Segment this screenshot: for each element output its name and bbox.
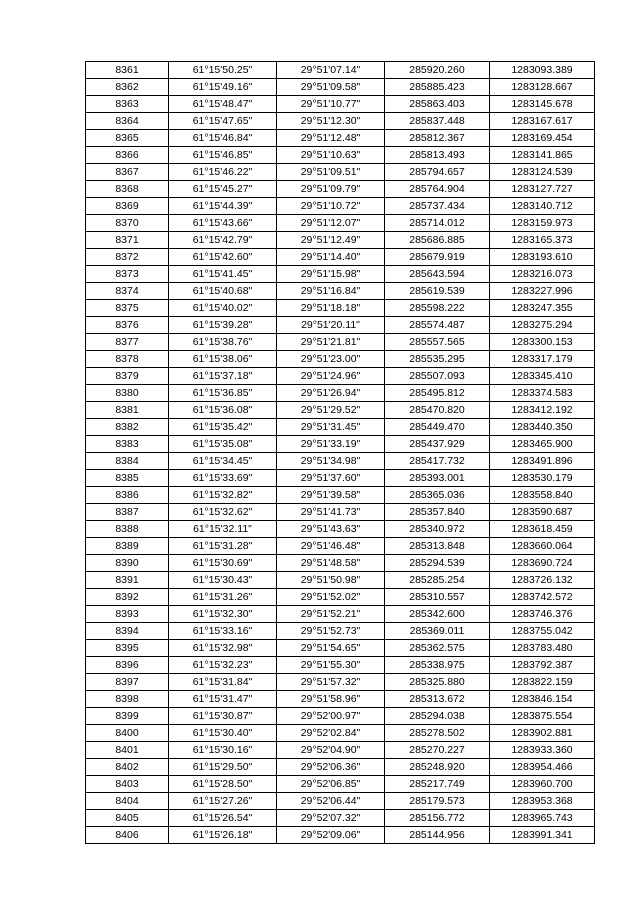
- table-row: [86, 317, 595, 334]
- point-number-cell: 8379: [86, 368, 169, 385]
- table-row: [86, 164, 595, 181]
- latitude-cell: 61°15'31.84": [169, 674, 277, 691]
- point-number-cell: 8378: [86, 351, 169, 368]
- latitude-cell: 61°15'32.82": [169, 487, 277, 504]
- x-coordinate-cell: 285393.001: [385, 470, 490, 487]
- longitude-cell: 29°51'24.96": [277, 368, 385, 385]
- table-row: [86, 453, 595, 470]
- longitude-cell: 29°51'10.63": [277, 147, 385, 164]
- latitude-cell: 61°15'30.43": [169, 572, 277, 589]
- longitude-cell: 29°52'02.84": [277, 725, 385, 742]
- longitude-cell: 29°52'06.36": [277, 759, 385, 776]
- longitude-cell: 29°51'26.94": [277, 385, 385, 402]
- longitude-cell: 29°51'21.81": [277, 334, 385, 351]
- x-coordinate-cell: 285470.820: [385, 402, 490, 419]
- latitude-cell: 61°15'46.84": [169, 130, 277, 147]
- latitude-cell: 61°15'31.26": [169, 589, 277, 606]
- latitude-cell: 61°15'34.45": [169, 453, 277, 470]
- x-coordinate-cell: 285837.448: [385, 113, 490, 130]
- latitude-cell: 61°15'44.39": [169, 198, 277, 215]
- latitude-cell: 61°15'41.45": [169, 266, 277, 283]
- x-coordinate-cell: 285179.573: [385, 793, 490, 810]
- x-coordinate-cell: 285156.772: [385, 810, 490, 827]
- table-row: [86, 742, 595, 759]
- longitude-cell: 29°51'34.98": [277, 453, 385, 470]
- table-row: [86, 538, 595, 555]
- table-row: [86, 181, 595, 198]
- point-number-cell: 8388: [86, 521, 169, 538]
- table-row: [86, 215, 595, 232]
- x-coordinate-cell: 285812.367: [385, 130, 490, 147]
- latitude-cell: 61°15'31.28": [169, 538, 277, 555]
- longitude-cell: 29°51'10.72": [277, 198, 385, 215]
- x-coordinate-cell: 285437.929: [385, 436, 490, 453]
- y-coordinate-cell: 1283465.900: [490, 436, 595, 453]
- latitude-cell: 61°15'39.28": [169, 317, 277, 334]
- point-number-cell: 8383: [86, 436, 169, 453]
- longitude-cell: 29°51'55.30": [277, 657, 385, 674]
- latitude-cell: 61°15'29.50": [169, 759, 277, 776]
- latitude-cell: 61°15'47.65": [169, 113, 277, 130]
- point-number-cell: 8405: [86, 810, 169, 827]
- y-coordinate-cell: 1283755.042: [490, 623, 595, 640]
- table-row: [86, 402, 595, 419]
- x-coordinate-cell: 285217.749: [385, 776, 490, 793]
- table-row: [86, 130, 595, 147]
- y-coordinate-cell: 1283846.154: [490, 691, 595, 708]
- y-coordinate-cell: 1283954.466: [490, 759, 595, 776]
- table-row: [86, 589, 595, 606]
- point-number-cell: 8368: [86, 181, 169, 198]
- longitude-cell: 29°51'14.40": [277, 249, 385, 266]
- y-coordinate-cell: 1283792.387: [490, 657, 595, 674]
- y-coordinate-cell: 1283374.583: [490, 385, 595, 402]
- table-row: [86, 708, 595, 725]
- latitude-cell: 61°15'40.02": [169, 300, 277, 317]
- latitude-cell: 61°15'38.06": [169, 351, 277, 368]
- table-row: [86, 793, 595, 810]
- y-coordinate-cell: 1283933.360: [490, 742, 595, 759]
- latitude-cell: 61°15'36.08": [169, 402, 277, 419]
- point-number-cell: 8398: [86, 691, 169, 708]
- point-number-cell: 8369: [86, 198, 169, 215]
- x-coordinate-cell: 285686.885: [385, 232, 490, 249]
- table-row: [86, 96, 595, 113]
- point-number-cell: 8371: [86, 232, 169, 249]
- latitude-cell: 61°15'31.47": [169, 691, 277, 708]
- y-coordinate-cell: 1283822.159: [490, 674, 595, 691]
- point-number-cell: 8363: [86, 96, 169, 113]
- longitude-cell: 29°51'09.58": [277, 79, 385, 96]
- point-number-cell: 8367: [86, 164, 169, 181]
- point-number-cell: 8361: [86, 62, 169, 79]
- point-number-cell: 8385: [86, 470, 169, 487]
- point-number-cell: 8380: [86, 385, 169, 402]
- x-coordinate-cell: 285338.975: [385, 657, 490, 674]
- table-row: [86, 470, 595, 487]
- x-coordinate-cell: 285294.539: [385, 555, 490, 572]
- y-coordinate-cell: 1283227.996: [490, 283, 595, 300]
- table-row: [86, 555, 595, 572]
- x-coordinate-cell: 285357.840: [385, 504, 490, 521]
- y-coordinate-cell: 1283491.896: [490, 453, 595, 470]
- table-row: [86, 521, 595, 538]
- latitude-cell: 61°15'37.18": [169, 368, 277, 385]
- x-coordinate-cell: 285557.565: [385, 334, 490, 351]
- longitude-cell: 29°52'06.85": [277, 776, 385, 793]
- latitude-cell: 61°15'30.87": [169, 708, 277, 725]
- y-coordinate-cell: 1283124.539: [490, 164, 595, 181]
- latitude-cell: 61°15'36.85": [169, 385, 277, 402]
- point-number-cell: 8392: [86, 589, 169, 606]
- table-row: [86, 62, 595, 79]
- latitude-cell: 61°15'32.98": [169, 640, 277, 657]
- x-coordinate-cell: 285365.036: [385, 487, 490, 504]
- y-coordinate-cell: 1283965.743: [490, 810, 595, 827]
- table-row: [86, 334, 595, 351]
- latitude-cell: 61°15'43.66": [169, 215, 277, 232]
- y-coordinate-cell: 1283902.881: [490, 725, 595, 742]
- point-number-cell: 8396: [86, 657, 169, 674]
- x-coordinate-cell: 285714.012: [385, 215, 490, 232]
- y-coordinate-cell: 1283660.064: [490, 538, 595, 555]
- x-coordinate-cell: 285417.732: [385, 453, 490, 470]
- y-coordinate-cell: 1283783.480: [490, 640, 595, 657]
- point-number-cell: 8406: [86, 827, 169, 844]
- point-number-cell: 8400: [86, 725, 169, 742]
- longitude-cell: 29°51'52.73": [277, 623, 385, 640]
- point-number-cell: 8362: [86, 79, 169, 96]
- longitude-cell: 29°51'23.00": [277, 351, 385, 368]
- latitude-cell: 61°15'32.11": [169, 521, 277, 538]
- longitude-cell: 29°51'50.98": [277, 572, 385, 589]
- longitude-cell: 29°51'16.84": [277, 283, 385, 300]
- longitude-cell: 29°51'09.79": [277, 181, 385, 198]
- table-row: [86, 691, 595, 708]
- longitude-cell: 29°52'07.32": [277, 810, 385, 827]
- x-coordinate-cell: 285310.557: [385, 589, 490, 606]
- x-coordinate-cell: 285535.295: [385, 351, 490, 368]
- x-coordinate-cell: 285325.880: [385, 674, 490, 691]
- y-coordinate-cell: 1283145.678: [490, 96, 595, 113]
- table-row: [86, 810, 595, 827]
- x-coordinate-cell: 285619.539: [385, 283, 490, 300]
- y-coordinate-cell: 1283558.840: [490, 487, 595, 504]
- table-row: [86, 249, 595, 266]
- x-coordinate-cell: 285248.920: [385, 759, 490, 776]
- point-number-cell: 8370: [86, 215, 169, 232]
- table-row: [86, 351, 595, 368]
- latitude-cell: 61°15'49.16": [169, 79, 277, 96]
- y-coordinate-cell: 1283746.376: [490, 606, 595, 623]
- latitude-cell: 61°15'32.62": [169, 504, 277, 521]
- point-number-cell: 8394: [86, 623, 169, 640]
- x-coordinate-cell: 285285.254: [385, 572, 490, 589]
- longitude-cell: 29°51'37.60": [277, 470, 385, 487]
- y-coordinate-cell: 1283128.667: [490, 79, 595, 96]
- point-number-cell: 8395: [86, 640, 169, 657]
- latitude-cell: 61°15'42.60": [169, 249, 277, 266]
- y-coordinate-cell: 1283165.373: [490, 232, 595, 249]
- y-coordinate-cell: 1283991.341: [490, 827, 595, 844]
- point-number-cell: 8374: [86, 283, 169, 300]
- latitude-cell: 61°15'30.69": [169, 555, 277, 572]
- longitude-cell: 29°52'06.44": [277, 793, 385, 810]
- x-coordinate-cell: 285495.812: [385, 385, 490, 402]
- x-coordinate-cell: 285574.487: [385, 317, 490, 334]
- latitude-cell: 61°15'46.85": [169, 147, 277, 164]
- latitude-cell: 61°15'30.40": [169, 725, 277, 742]
- y-coordinate-cell: 1283300.153: [490, 334, 595, 351]
- table-row: [86, 283, 595, 300]
- x-coordinate-cell: 285294.038: [385, 708, 490, 725]
- x-coordinate-cell: 285340.972: [385, 521, 490, 538]
- point-number-cell: 8381: [86, 402, 169, 419]
- point-number-cell: 8365: [86, 130, 169, 147]
- table-row: [86, 113, 595, 130]
- point-number-cell: 8393: [86, 606, 169, 623]
- table-row: [86, 776, 595, 793]
- table-row: [86, 198, 595, 215]
- longitude-cell: 29°51'52.21": [277, 606, 385, 623]
- table-row: [86, 487, 595, 504]
- y-coordinate-cell: 1283726.132: [490, 572, 595, 589]
- x-coordinate-cell: 285369.011: [385, 623, 490, 640]
- point-number-cell: 8404: [86, 793, 169, 810]
- table-row: [86, 759, 595, 776]
- x-coordinate-cell: 285764.904: [385, 181, 490, 198]
- table-row: [86, 572, 595, 589]
- table-row: [86, 232, 595, 249]
- point-number-cell: 8375: [86, 300, 169, 317]
- x-coordinate-cell: 285342.600: [385, 606, 490, 623]
- latitude-cell: 61°15'40.68": [169, 283, 277, 300]
- point-number-cell: 8399: [86, 708, 169, 725]
- table-row: [86, 436, 595, 453]
- point-number-cell: 8387: [86, 504, 169, 521]
- latitude-cell: 61°15'38.76": [169, 334, 277, 351]
- latitude-cell: 61°15'32.30": [169, 606, 277, 623]
- y-coordinate-cell: 1283159.973: [490, 215, 595, 232]
- latitude-cell: 61°15'42.79": [169, 232, 277, 249]
- x-coordinate-cell: 285362.575: [385, 640, 490, 657]
- table-row: [86, 827, 595, 844]
- longitude-cell: 29°51'31.45": [277, 419, 385, 436]
- x-coordinate-cell: 285813.493: [385, 147, 490, 164]
- y-coordinate-cell: 1283127.727: [490, 181, 595, 198]
- point-number-cell: 8389: [86, 538, 169, 555]
- longitude-cell: 29°51'52.02": [277, 589, 385, 606]
- x-coordinate-cell: 285598.222: [385, 300, 490, 317]
- y-coordinate-cell: 1283247.355: [490, 300, 595, 317]
- y-coordinate-cell: 1283618.459: [490, 521, 595, 538]
- point-number-cell: 8390: [86, 555, 169, 572]
- point-number-cell: 8366: [86, 147, 169, 164]
- longitude-cell: 29°51'58.96": [277, 691, 385, 708]
- latitude-cell: 61°15'48.47": [169, 96, 277, 113]
- x-coordinate-cell: 285737.434: [385, 198, 490, 215]
- y-coordinate-cell: 1283193.610: [490, 249, 595, 266]
- latitude-cell: 61°15'46.22": [169, 164, 277, 181]
- x-coordinate-cell: 285920.260: [385, 62, 490, 79]
- latitude-cell: 61°15'27.26": [169, 793, 277, 810]
- x-coordinate-cell: 285278.502: [385, 725, 490, 742]
- table-row: [86, 266, 595, 283]
- point-number-cell: 8364: [86, 113, 169, 130]
- point-number-cell: 8397: [86, 674, 169, 691]
- table-row: [86, 419, 595, 436]
- y-coordinate-cell: 1283275.294: [490, 317, 595, 334]
- table-row: [86, 79, 595, 96]
- latitude-cell: 61°15'35.42": [169, 419, 277, 436]
- longitude-cell: 29°51'09.51": [277, 164, 385, 181]
- x-coordinate-cell: 285270.227: [385, 742, 490, 759]
- latitude-cell: 61°15'32.23": [169, 657, 277, 674]
- x-coordinate-cell: 285449.470: [385, 419, 490, 436]
- latitude-cell: 61°15'50.25": [169, 62, 277, 79]
- y-coordinate-cell: 1283875.554: [490, 708, 595, 725]
- table-row: [86, 725, 595, 742]
- longitude-cell: 29°51'57.32": [277, 674, 385, 691]
- table-row: [86, 623, 595, 640]
- y-coordinate-cell: 1283141.865: [490, 147, 595, 164]
- longitude-cell: 29°51'54.65": [277, 640, 385, 657]
- point-number-cell: 8403: [86, 776, 169, 793]
- longitude-cell: 29°51'07.14": [277, 62, 385, 79]
- coordinates-table: [85, 61, 595, 844]
- longitude-cell: 29°51'10.77": [277, 96, 385, 113]
- longitude-cell: 29°51'29.52": [277, 402, 385, 419]
- y-coordinate-cell: 1283345.410: [490, 368, 595, 385]
- table-row: [86, 368, 595, 385]
- y-coordinate-cell: 1283167.617: [490, 113, 595, 130]
- y-coordinate-cell: 1283093.389: [490, 62, 595, 79]
- x-coordinate-cell: 285643.594: [385, 266, 490, 283]
- longitude-cell: 29°51'20.11": [277, 317, 385, 334]
- longitude-cell: 29°51'41.73": [277, 504, 385, 521]
- longitude-cell: 29°51'18.18": [277, 300, 385, 317]
- longitude-cell: 29°52'09.06": [277, 827, 385, 844]
- latitude-cell: 61°15'45.27": [169, 181, 277, 198]
- latitude-cell: 61°15'35.08": [169, 436, 277, 453]
- longitude-cell: 29°52'00.97": [277, 708, 385, 725]
- longitude-cell: 29°51'43.63": [277, 521, 385, 538]
- point-number-cell: 8384: [86, 453, 169, 470]
- point-number-cell: 8382: [86, 419, 169, 436]
- table-row: [86, 385, 595, 402]
- point-number-cell: 8373: [86, 266, 169, 283]
- y-coordinate-cell: 1283140.712: [490, 198, 595, 215]
- table-row: [86, 147, 595, 164]
- x-coordinate-cell: 285507.093: [385, 368, 490, 385]
- point-number-cell: 8377: [86, 334, 169, 351]
- table-row: [86, 674, 595, 691]
- longitude-cell: 29°51'39.58": [277, 487, 385, 504]
- point-number-cell: 8376: [86, 317, 169, 334]
- y-coordinate-cell: 1283960.700: [490, 776, 595, 793]
- longitude-cell: 29°51'12.48": [277, 130, 385, 147]
- y-coordinate-cell: 1283216.073: [490, 266, 595, 283]
- longitude-cell: 29°51'15.98": [277, 266, 385, 283]
- table-row: [86, 504, 595, 521]
- y-coordinate-cell: 1283169.454: [490, 130, 595, 147]
- longitude-cell: 29°51'33.19": [277, 436, 385, 453]
- latitude-cell: 61°15'33.69": [169, 470, 277, 487]
- table-row: [86, 300, 595, 317]
- y-coordinate-cell: 1283530.179: [490, 470, 595, 487]
- latitude-cell: 61°15'28.50": [169, 776, 277, 793]
- x-coordinate-cell: 285794.657: [385, 164, 490, 181]
- y-coordinate-cell: 1283440.350: [490, 419, 595, 436]
- table-row: [86, 606, 595, 623]
- y-coordinate-cell: 1283590.687: [490, 504, 595, 521]
- latitude-cell: 61°15'30.16": [169, 742, 277, 759]
- table-row: [86, 657, 595, 674]
- x-coordinate-cell: 285863.403: [385, 96, 490, 113]
- longitude-cell: 29°52'04.90": [277, 742, 385, 759]
- x-coordinate-cell: 285144.956: [385, 827, 490, 844]
- x-coordinate-cell: 285679.919: [385, 249, 490, 266]
- x-coordinate-cell: 285313.672: [385, 691, 490, 708]
- longitude-cell: 29°51'12.49": [277, 232, 385, 249]
- latitude-cell: 61°15'26.54": [169, 810, 277, 827]
- table-row: [86, 640, 595, 657]
- latitude-cell: 61°15'33.16": [169, 623, 277, 640]
- y-coordinate-cell: 1283953.368: [490, 793, 595, 810]
- y-coordinate-cell: 1283317.179: [490, 351, 595, 368]
- x-coordinate-cell: 285313.848: [385, 538, 490, 555]
- y-coordinate-cell: 1283690.724: [490, 555, 595, 572]
- coordinates-table-body: [86, 62, 595, 844]
- y-coordinate-cell: 1283412.192: [490, 402, 595, 419]
- point-number-cell: 8402: [86, 759, 169, 776]
- longitude-cell: 29°51'46.48": [277, 538, 385, 555]
- x-coordinate-cell: 285885.423: [385, 79, 490, 96]
- point-number-cell: 8391: [86, 572, 169, 589]
- point-number-cell: 8372: [86, 249, 169, 266]
- point-number-cell: 8386: [86, 487, 169, 504]
- point-number-cell: 8401: [86, 742, 169, 759]
- latitude-cell: 61°15'26.18": [169, 827, 277, 844]
- longitude-cell: 29°51'48.58": [277, 555, 385, 572]
- longitude-cell: 29°51'12.07": [277, 215, 385, 232]
- longitude-cell: 29°51'12.30": [277, 113, 385, 130]
- y-coordinate-cell: 1283742.572: [490, 589, 595, 606]
